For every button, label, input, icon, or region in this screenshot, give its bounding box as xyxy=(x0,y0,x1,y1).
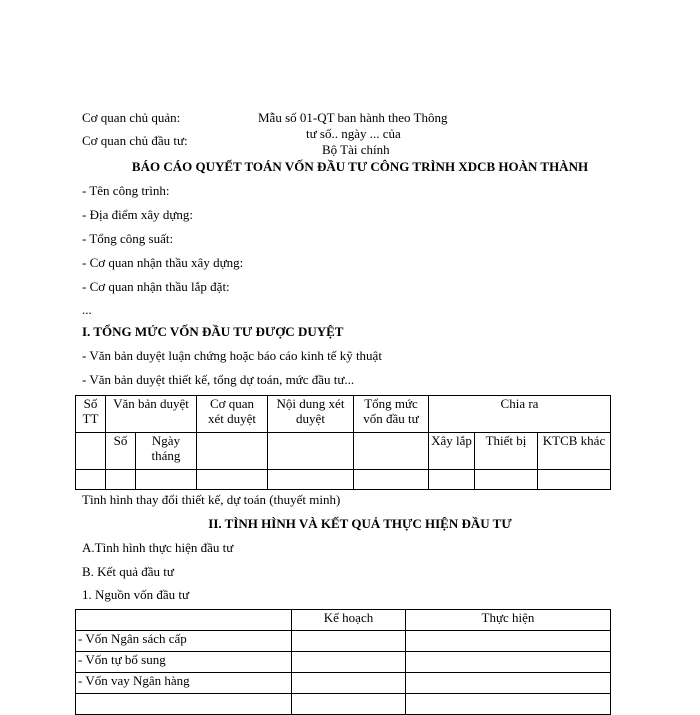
table-cell xyxy=(429,470,475,490)
table-cell xyxy=(292,652,406,673)
funding-row-label: - Vốn vay Ngân hàng xyxy=(76,673,292,694)
investor-label: Cơ quan chủ đầu tư: xyxy=(82,133,188,148)
header-actual: Thực hiện xyxy=(406,610,611,631)
info-line: - Địa điểm xây dựng: xyxy=(82,207,194,222)
section2-item-b: B. Kết quả đầu tư xyxy=(82,564,174,579)
table-cell xyxy=(76,433,106,470)
section1-line: - Văn bản duyệt thiết kế, tổng dự toán, mức đầu tư... xyxy=(82,372,355,387)
form-number-line3: Bộ Tài chính xyxy=(322,142,390,157)
table-cell xyxy=(197,470,268,490)
header-breakdown: Chia ra xyxy=(429,396,611,433)
table-cell xyxy=(197,433,268,470)
table-cell xyxy=(538,470,611,490)
info-line: ... xyxy=(82,302,92,317)
subheader-number: Số xyxy=(106,433,136,470)
table-cell xyxy=(406,673,611,694)
subheader-date: Ngày tháng xyxy=(136,433,197,470)
section2-item-a: A.Tình hình thực hiện đầu tư xyxy=(82,540,234,555)
header-total: Tổng mức vốn đầu tư xyxy=(354,396,429,433)
table-cell xyxy=(106,470,136,490)
subheader-other: KTCB khác xyxy=(538,433,611,470)
subheader-equipment: Thiết bị xyxy=(475,433,538,470)
table-cell xyxy=(76,470,106,490)
table-cell xyxy=(292,694,406,715)
info-line: - Cơ quan nhận thầu lắp đặt: xyxy=(82,279,230,294)
funding-row-label: - Vốn tự bổ sung xyxy=(76,652,292,673)
header-agency: Cơ quan xét duyệt xyxy=(197,396,268,433)
form-number-line1: Mẫu số 01-QT ban hành theo Thông xyxy=(258,110,448,125)
table-cell xyxy=(475,470,538,490)
table-cell xyxy=(268,470,354,490)
subheader-construction: Xây lắp xyxy=(429,433,475,470)
table-cell xyxy=(406,694,611,715)
section2-heading: II. TÌNH HÌNH VÀ KẾT QUẢ THỰC HIỆN ĐẦU TƯ xyxy=(208,516,512,531)
funding-row-label: - Vốn Ngân sách cấp xyxy=(76,631,292,652)
header-document: Văn bản duyệt xyxy=(106,396,197,433)
form-number-line2: tư số.. ngày ... của xyxy=(306,126,401,141)
approval-table xyxy=(75,395,611,490)
section1-line: - Văn bản duyệt luận chứng hoặc báo cáo kinh tế kỹ thuật xyxy=(82,348,382,363)
table-cell xyxy=(292,631,406,652)
table-cell xyxy=(76,610,292,631)
table-cell xyxy=(354,470,429,490)
header-plan: Kế hoạch xyxy=(292,610,406,631)
section2-sub1: 1. Nguồn vốn đầu tư xyxy=(82,587,190,602)
report-title: BÁO CÁO QUYẾT TOÁN VỐN ĐẦU TƯ CÔNG TRÌNH XDCB HOÀN THÀNH xyxy=(131,159,589,174)
governing-agency-label: Cơ quan chủ quản: xyxy=(82,110,181,125)
section1-heading: I. TỔNG MỨC VỐN ĐẦU TƯ ĐƯỢC DUYỆT xyxy=(82,324,344,339)
table-cell xyxy=(406,652,611,673)
funding-table xyxy=(75,609,611,715)
design-change-note: Tình hình thay đổi thiết kế, dự toán (thuyết minh) xyxy=(82,492,341,507)
table-cell xyxy=(354,433,429,470)
table-cell xyxy=(406,631,611,652)
header-content: Nội dung xét duyệt xyxy=(268,396,354,433)
info-line: - Tổng công suất: xyxy=(82,231,174,246)
table-cell xyxy=(136,470,197,490)
table-cell xyxy=(292,673,406,694)
info-line: - Tên công trình: xyxy=(82,183,170,198)
header-stt: Số TT xyxy=(76,396,106,433)
info-line: - Cơ quan nhận thầu xây dựng: xyxy=(82,255,244,270)
table-cell xyxy=(76,694,292,715)
table-cell xyxy=(268,433,354,470)
